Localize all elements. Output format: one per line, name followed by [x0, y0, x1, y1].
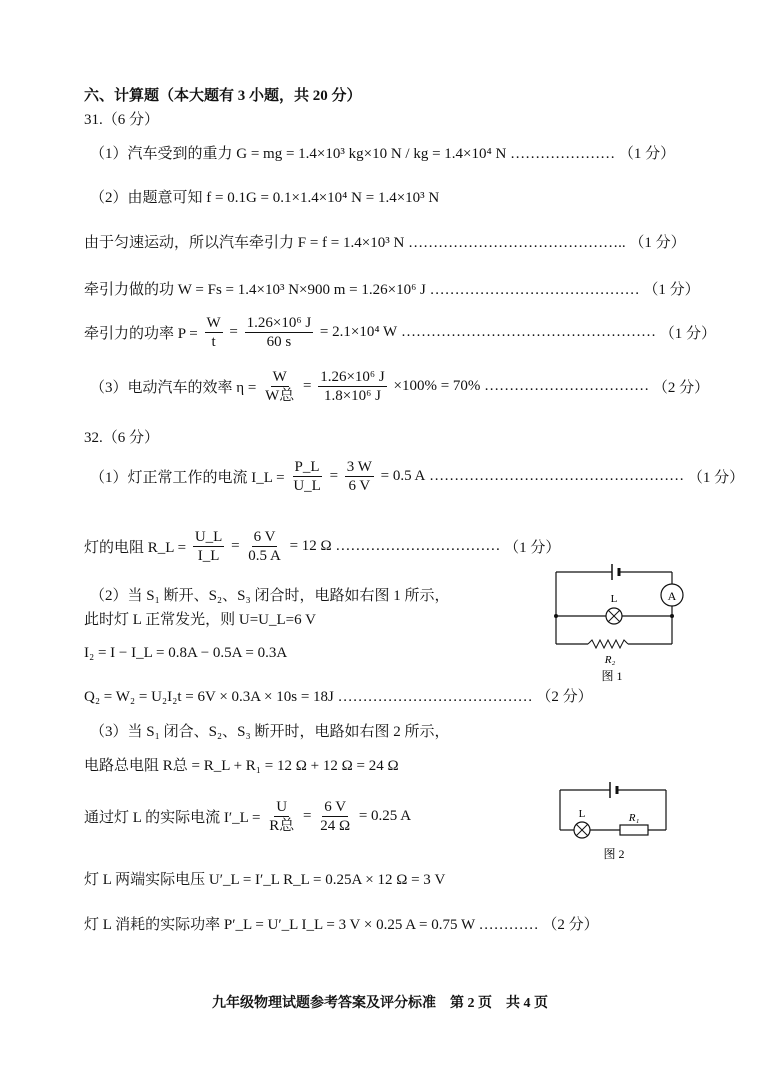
q32-p6-dots: ………………………………… — [337, 689, 533, 705]
q31-p1-text: （1）汽车受到的重力 G = mg = 1.4×10³ kg×10 N / kg = 1.4×10⁴ N — [90, 146, 507, 162]
q32-p1-score: （1 分） — [687, 470, 745, 486]
q32-p9-fraction-2 — [318, 798, 352, 835]
q31-p3-score: （1 分） — [629, 235, 686, 251]
q31-p5-f1-num: W — [206, 315, 221, 331]
q32-p1 — [90, 458, 744, 495]
q32-p3: （2）当 S₁ 断开、S₂、S₃ 闭合时，电路如右图 1 所示， — [90, 588, 450, 604]
q31-p4-score: （1 分） — [643, 282, 700, 298]
q31-p5-mid: = — [229, 324, 238, 340]
q31-p1 — [90, 144, 675, 164]
q31-p1-dots: ………………… — [510, 146, 616, 162]
q32-p7: （3）当 S₁ 闭合、S₂、S₃ 断开时，电路如右图 2 所示， — [90, 724, 450, 740]
q31-p4-dots: …………………………………… — [429, 282, 640, 298]
q31-p5-f2-den: 60 s — [266, 334, 292, 350]
q31-p3 — [84, 233, 686, 253]
q31-p4 — [84, 280, 700, 300]
circuit-diagram-1 — [548, 560, 688, 686]
q31-p6-mid: = — [302, 378, 312, 394]
q32-p9-mid: = — [302, 808, 312, 824]
q31-p6-f1-den: W总 — [265, 388, 295, 404]
q32-p1-fraction-2 — [345, 458, 374, 495]
q32-p2-dots: …………………………… — [335, 538, 501, 554]
q31-p3-dots: …………………………………….. — [408, 235, 626, 251]
q32-p1-prefix: （1）灯正常工作的电流 I_L = — [90, 470, 285, 486]
q32-p6-score: （2 分） — [536, 689, 593, 705]
q31-p6-f2-den: 1.8×10⁶ J — [323, 388, 381, 404]
q32-p4: 此时灯 L 正常发光，则 U=U_L=6 V — [84, 612, 316, 628]
q31-p5-fraction-2 — [245, 314, 314, 351]
q31-p5-f2-num: 1.26×10⁶ J — [246, 315, 312, 331]
q32-p2-prefix: 灯的电阻 R_L = — [84, 540, 187, 556]
q32-p9-prefix: 通过灯 L 的实际电流 I′_L = — [84, 810, 261, 826]
q32-p1-suffix: = 0.5 A — [380, 468, 426, 484]
figure-caption: 图 2 — [603, 847, 625, 861]
q32-p9-f1-den: R总 — [269, 818, 295, 834]
q32-p2-f1-den: I_L — [197, 548, 220, 564]
q31-p6-score: （2 分） — [652, 380, 710, 396]
q32-p1-mid: = — [329, 468, 339, 484]
q32-p2-f2-den: 0.5 A — [248, 548, 281, 564]
q31-p2: （2）由题意可知 f = 0.1G = 0.1×1.4×10⁴ N = 1.4×10³ N — [90, 190, 440, 206]
q32-p9-suffix: = 0.25 A — [358, 808, 412, 824]
q32-p9-fraction-1 — [267, 798, 296, 835]
q31-p6-dots: …………………………… — [484, 378, 650, 394]
q32-p2-suffix: = 12 Ω — [289, 538, 332, 554]
q32-p11-text: 灯 L 消耗的实际功率 P′_L = U′_L I_L = 3 V × 0.25 A = 0.75 W — [84, 917, 475, 933]
circuit-diagram-2 — [556, 778, 672, 864]
q31-p5-prefix: 牵引力的功率 P = — [84, 326, 198, 342]
q31-p6-fraction-1 — [263, 368, 296, 405]
lamp-label: L — [610, 593, 618, 605]
q32-p2-fraction-2 — [246, 528, 283, 565]
q32-p11 — [84, 915, 599, 935]
figure-2 — [556, 778, 672, 864]
q32-p1-f2-den: 6 V — [348, 478, 371, 494]
q31-p5-score: （1 分） — [659, 326, 716, 342]
q32-p11-dots: ………… — [478, 917, 539, 933]
q31-p6-f2-num: 1.26×10⁶ J — [320, 369, 385, 385]
q31-p4-text: 牵引力做的功 W = Fs = 1.4×10³ N×900 m = 1.26×10⁶ J — [84, 282, 426, 298]
ammeter-label: A — [667, 589, 677, 603]
q32-p1-f1-den: U_L — [293, 478, 321, 494]
q32-p2 — [84, 528, 560, 565]
q32-p11-score: （2 分） — [542, 917, 599, 933]
q31-p3-text: 由于匀速运动，所以汽车牵引力 F = f = 1.4×10³ N — [84, 235, 405, 251]
figure-caption: 图 1 — [601, 669, 623, 683]
q32-p6 — [84, 687, 593, 707]
figure-1 — [548, 560, 688, 686]
q32-p1-fraction-1 — [291, 458, 323, 495]
q31-p5-f1-den: t — [211, 334, 216, 350]
q32-p2-fraction-1 — [193, 528, 225, 565]
q31-p1-score: （1 分） — [618, 146, 676, 162]
section-title: 六、计算题（本大题有 3 小题，共 20 分） — [84, 88, 362, 104]
q32-p1-dots: …………………………………………… — [429, 468, 685, 484]
q31-p5 — [84, 314, 716, 351]
q31-p6-suffix: ×100% = 70% — [393, 378, 481, 394]
q32-p8: 电路总电阻 R总 = R_L + R₁ = 12 Ω + 12 Ω = 24 Ω — [84, 758, 399, 774]
q31-p6-prefix: （3）电动汽车的效率 η = — [90, 380, 257, 396]
lamp-label: L — [578, 808, 586, 820]
resistor-label: R₁ — [628, 812, 640, 824]
q32-p6-text: Q₂ = W₂ = U₂I₂t = 6V × 0.3A × 10s = 18J — [84, 689, 334, 705]
q31-p6-f1-num: W — [272, 369, 287, 385]
q32-p2-score: （1 分） — [504, 540, 561, 556]
q31-p5-suffix: = 2.1×10⁴ W — [319, 324, 398, 340]
q32-p10: 灯 L 两端实际电压 U′_L = I′_L R_L = 0.25A × 12 Ω = 3 V — [84, 872, 446, 888]
q32-p9-f1-num: U — [276, 799, 288, 815]
q31-header: 31.（6 分） — [84, 112, 160, 128]
resistor-icon — [620, 825, 648, 835]
q32-p9 — [84, 798, 411, 835]
q32-p9-f2-num: 6 V — [324, 799, 347, 815]
q32-p1-f2-num: 3 W — [346, 459, 372, 475]
q32-p2-f2-num: 6 V — [253, 529, 276, 545]
q32-p2-f1-num: U_L — [194, 529, 223, 545]
q32-header: 32.（6 分） — [84, 430, 160, 446]
q31-p6-fraction-2 — [318, 368, 387, 405]
q31-p5-dots: …………………………………………… — [400, 324, 656, 340]
q32-p9-f2-den: 24 Ω — [320, 818, 351, 834]
q31-p5-fraction-1 — [205, 314, 223, 351]
resistor-icon — [588, 640, 628, 648]
q32-p5: I₂ = I − I_L = 0.8A − 0.5A = 0.3A — [84, 645, 288, 661]
page-footer: 九年级物理试题参考答案及评分标准 第 2 页 共 4 页 — [212, 996, 548, 1011]
q32-p1-f1-num: P_L — [294, 459, 320, 475]
q32-p2-mid: = — [231, 538, 240, 554]
resistor-label: R₂ — [604, 654, 616, 666]
q31-p6 — [90, 368, 709, 405]
